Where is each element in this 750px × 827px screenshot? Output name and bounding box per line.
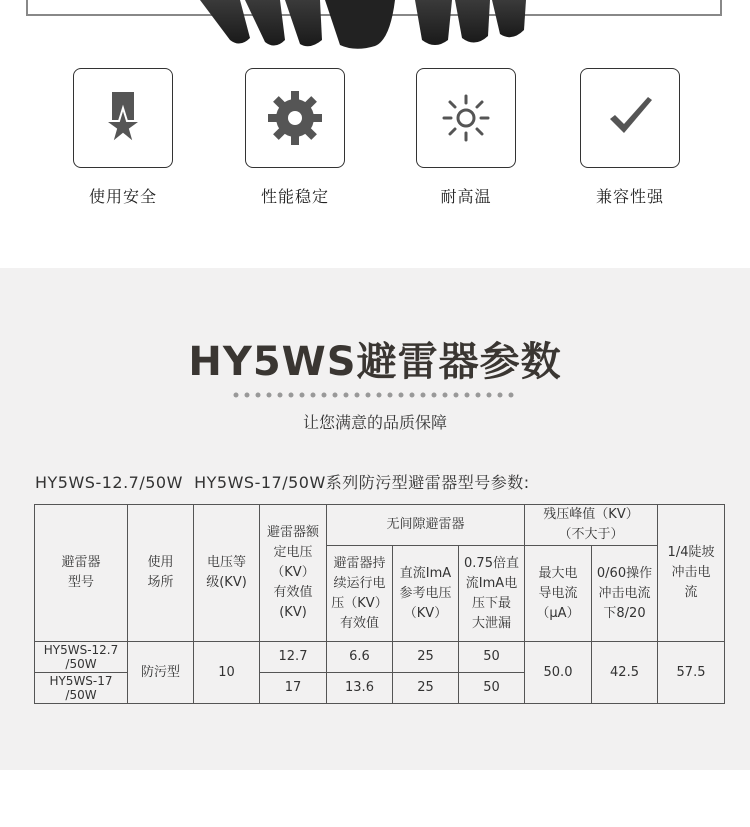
header-steep: 1/4陡坡 冲击电 流 bbox=[658, 505, 725, 642]
checkmark-icon bbox=[600, 88, 660, 148]
feature-safety bbox=[53, 68, 193, 207]
feature-icon-box bbox=[245, 68, 345, 168]
product-image bbox=[190, 0, 550, 50]
sun-icon bbox=[436, 88, 496, 148]
header-continuous-voltage: 避雷器持 续运行电 压（KV） 有效值 bbox=[327, 546, 393, 642]
cell-rated-voltage: 12.7 bbox=[260, 642, 327, 673]
feature-stability bbox=[225, 68, 365, 207]
feature-label: 性能稳定 bbox=[260, 187, 329, 206]
section-title: HY5WS避雷器参数 bbox=[188, 339, 562, 385]
section-subtitle: 让您满意的品质保障 bbox=[302, 413, 447, 432]
cell-model: HY5WS-17 /50W bbox=[35, 673, 128, 704]
cell-leakage: 50 bbox=[459, 642, 525, 673]
feature-heat-resistant bbox=[396, 68, 536, 207]
feature-icon-box bbox=[416, 68, 516, 168]
feature-compatibility bbox=[560, 68, 700, 207]
header-dc-ref-voltage: 直流ImA 参考电压 （KV） bbox=[393, 546, 459, 642]
cell-dc-ref-voltage: 25 bbox=[393, 642, 459, 673]
cell-continuous-voltage: 13.6 bbox=[327, 673, 393, 704]
cell-voltage-class: 10 bbox=[194, 642, 260, 704]
cell-dc-ref-voltage: 25 bbox=[393, 673, 459, 704]
header-rated-voltage: 避雷器额 定电压 （KV） 有效值 (KV) bbox=[260, 505, 327, 642]
cell-leakage: 50 bbox=[459, 673, 525, 704]
header-place: 使用 场所 bbox=[128, 505, 194, 642]
header-gapless: 无间隙避雷器 bbox=[327, 505, 525, 546]
header-impulse: 0/60操作 冲击电流 下8/20 bbox=[592, 546, 658, 642]
header-max-current: 最大电 导电流 （μA） bbox=[525, 546, 592, 642]
header-residual: 残压峰值（KV） （不大于） bbox=[525, 505, 658, 546]
feature-label: 兼容性强 bbox=[595, 187, 664, 206]
dot-divider bbox=[232, 391, 522, 399]
gear-icon bbox=[265, 88, 325, 148]
header-voltage-class: 电压等 级(KV) bbox=[194, 505, 260, 642]
cell-steep: 57.5 bbox=[658, 642, 725, 704]
table-row bbox=[35, 642, 725, 673]
header-model: 避雷器 型号 bbox=[35, 505, 128, 642]
feature-label: 耐高温 bbox=[440, 187, 492, 206]
cell-place: 防污型 bbox=[128, 642, 194, 704]
feature-list bbox=[0, 68, 750, 218]
cell-model: HY5WS-12.7 /50W bbox=[35, 642, 128, 673]
cell-continuous-voltage: 6.6 bbox=[327, 642, 393, 673]
star-bookmark-icon bbox=[98, 88, 148, 148]
table-caption: HY5WS-12.7/50W HY5WS-17/50W系列防污型避雷器型号参数: bbox=[35, 473, 530, 492]
cell-max-current: 50.0 bbox=[525, 642, 592, 704]
feature-label: 使用安全 bbox=[88, 187, 157, 206]
feature-icon-box bbox=[73, 68, 173, 168]
header-leakage: 0.75倍直 流ImA电 压下最 大泄漏 bbox=[459, 546, 525, 642]
feature-icon-box bbox=[580, 68, 680, 168]
parameters-table bbox=[34, 504, 725, 704]
cell-rated-voltage: 17 bbox=[260, 673, 327, 704]
cell-impulse: 42.5 bbox=[592, 642, 658, 704]
